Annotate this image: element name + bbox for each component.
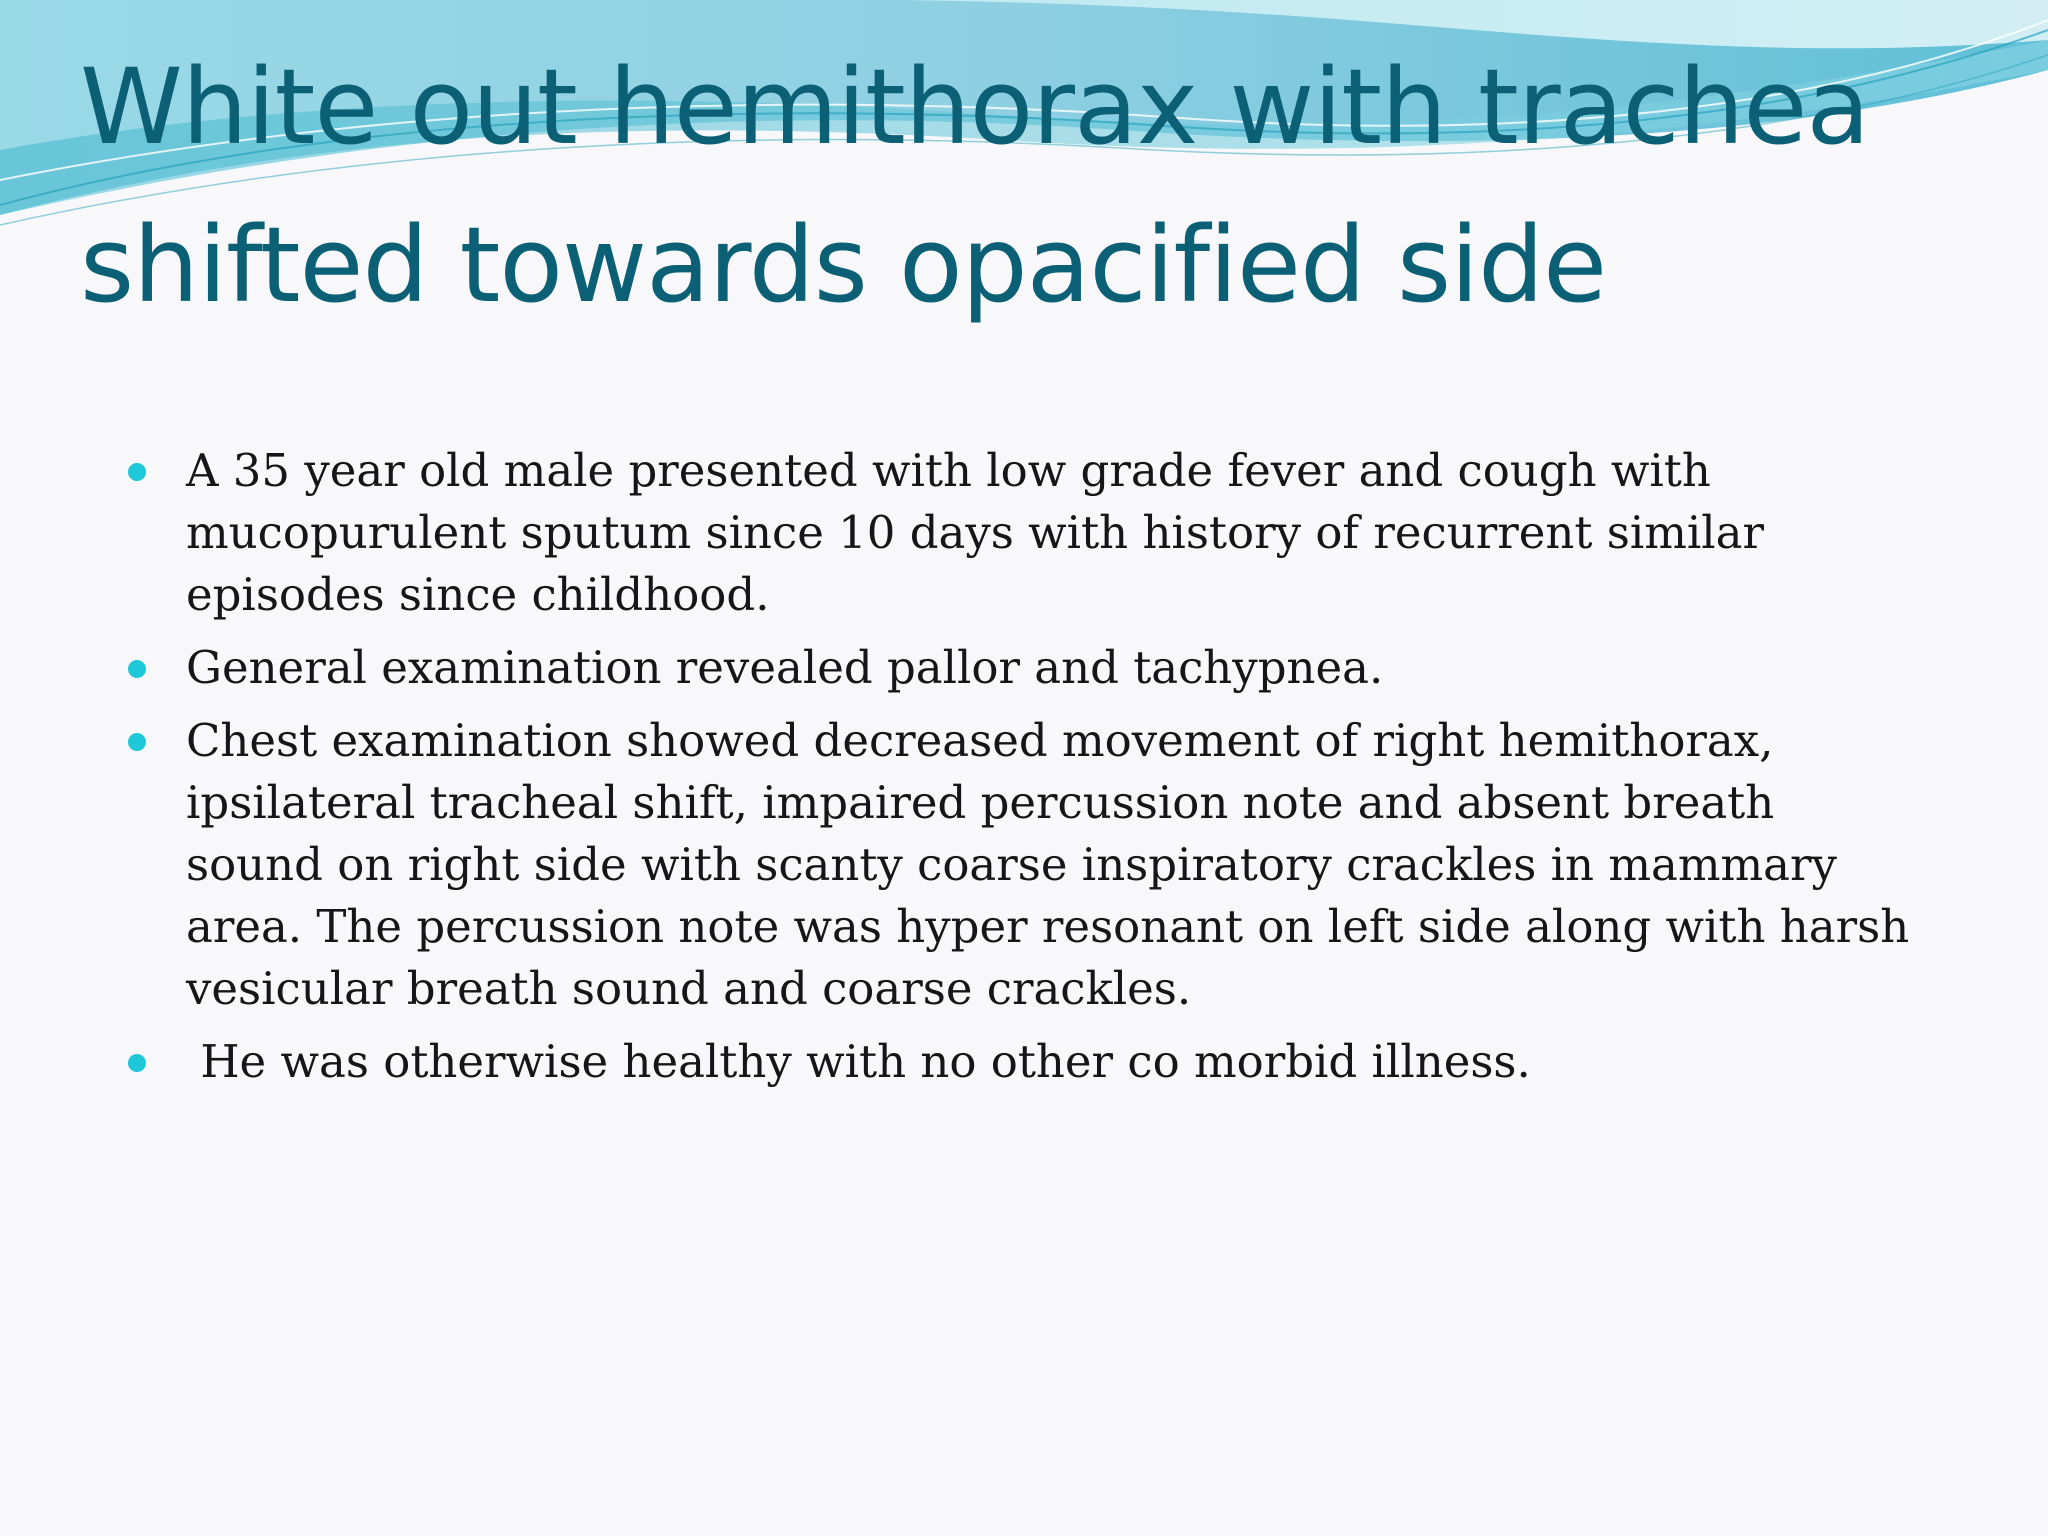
bullet-text: General examination revealed pallor and tachypnea. bbox=[186, 641, 1384, 694]
bullet-dot-icon bbox=[128, 1054, 146, 1072]
bullet-text: Chest examination showed decreased movement of right hemithorax, ipsilateral tracheal shift, impaired percussion note and absent breath sound on right side with scanty coarse inspiratory crackles in mammary area. The percussion note was hyper resonant on left side along with harsh vesicular breath sound and coarse crackles. bbox=[186, 714, 1910, 1015]
bullet-item-general-exam bbox=[120, 637, 1920, 699]
title-line-1: White out hemithorax with trachea bbox=[80, 46, 1870, 168]
case-details-list bbox=[120, 440, 1920, 1104]
bullet-item-presentation bbox=[120, 440, 1920, 626]
bullet-dot-icon bbox=[128, 660, 146, 678]
bullet-item-health-status bbox=[120, 1031, 1920, 1093]
bullet-dot-icon bbox=[128, 733, 146, 751]
bullet-text: He was otherwise healthy with no other co morbid illness. bbox=[186, 1035, 1531, 1088]
bullet-item-chest-exam bbox=[120, 710, 1920, 1020]
title-line-2: shifted towards opacified side bbox=[80, 204, 1607, 326]
bullet-dot-icon bbox=[128, 463, 146, 481]
slide-title bbox=[80, 28, 2020, 344]
bullet-text: A 35 year old male presented with low grade fever and cough with mucopurulent sputum since 10 days with history of recurrent similar episodes since childhood. bbox=[186, 444, 1765, 621]
